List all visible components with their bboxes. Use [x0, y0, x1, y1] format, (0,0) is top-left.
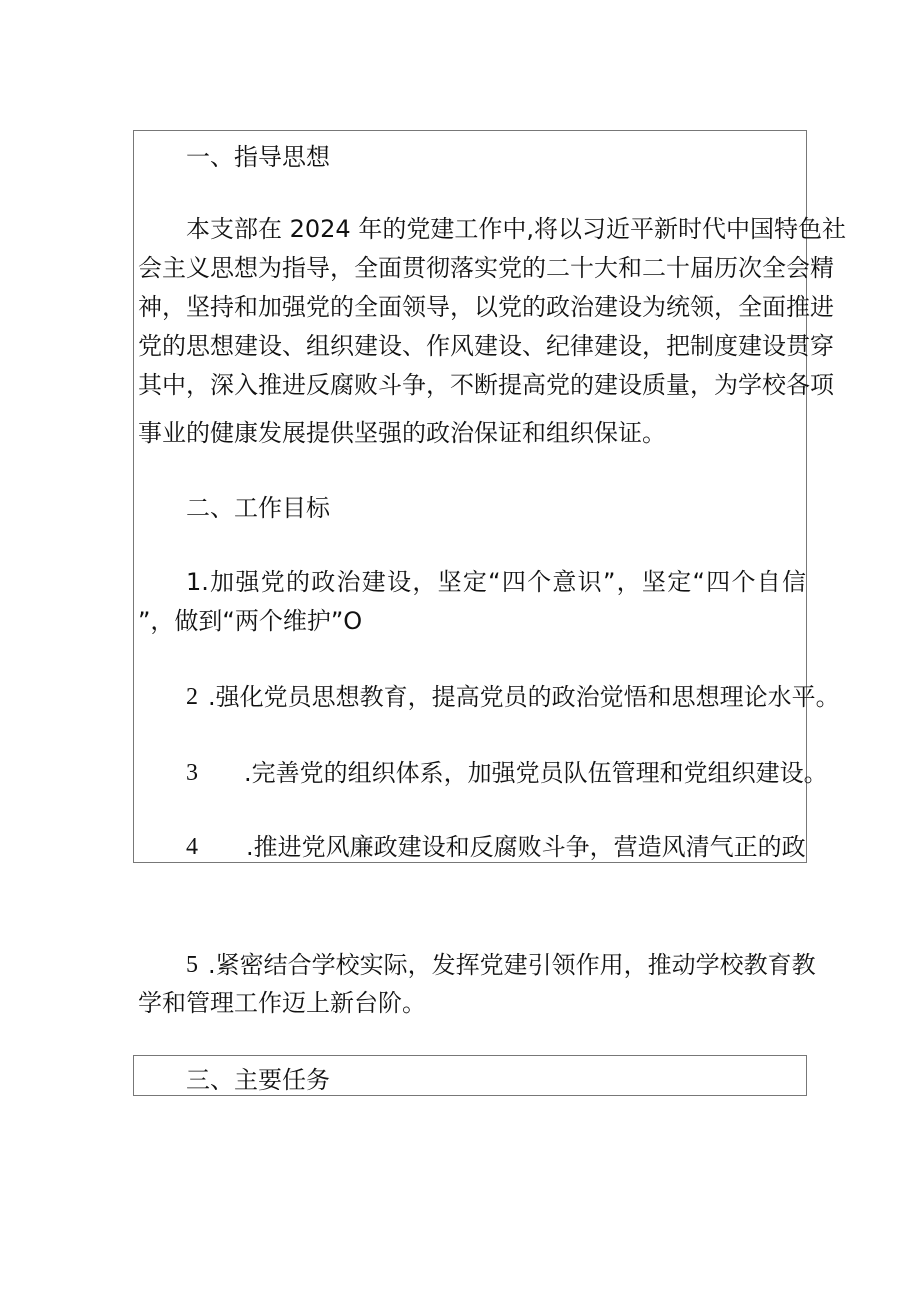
goal-item-1-line-2: ”，做到“两个维护”O: [138, 607, 363, 635]
goal-item-4-text: .推进党风廉政建设和反腐败斗争，营造风清气正的政: [246, 833, 806, 861]
paragraph-line: 会主义思想为指导，全面贯彻落实党的二十大和二十届历次全会精: [138, 254, 834, 282]
goal-item-1-line-1: 1.加强党的政治建设，坚定“四个意识”，坚定“四个自信: [186, 568, 806, 596]
paragraph-line: 其中，深入推进反腐败斗争，不断提高党的建设质量，为学校各项: [138, 371, 834, 399]
goal-item-3-number: 3: [186, 760, 198, 786]
paragraph-line: 党的思想建设、组织建设、作风建设、纪律建设，把制度建设贯穿: [138, 332, 834, 360]
paragraph-line: 神，坚持和加强党的全面领导，以党的政治建设为统领，全面推进: [138, 293, 834, 321]
goal-item-2-text: .强化党员思想教育，提高党员的政治觉悟和思想理论水平。: [208, 683, 840, 711]
section-heading-main-tasks: 三、主要任务: [186, 1066, 330, 1094]
goal-item-5-number: 5: [186, 952, 198, 978]
goal-item-5-text-line-1: .紧密结合学校实际，发挥党建引领作用，推动学校教育教: [208, 951, 816, 979]
paragraph-line: 本支部在 2024 年的党建工作中,将以习近平新时代中国特色社: [186, 215, 846, 243]
section-heading-work-goals: 二、工作目标: [186, 494, 330, 522]
section-heading-guiding-ideology: 一、指导思想: [186, 143, 330, 171]
goal-item-2-number: 2: [186, 684, 198, 710]
paragraph-line: 事业的健康发展提供坚强的政治保证和组织保证。: [138, 419, 666, 447]
goal-item-3-text: .完善党的组织体系，加强党员队伍管理和党组织建设。: [244, 759, 828, 787]
goal-item-5-text-line-2: 学和管理工作迈上新台阶。: [138, 989, 426, 1017]
goal-item-4-number: 4: [186, 834, 198, 860]
